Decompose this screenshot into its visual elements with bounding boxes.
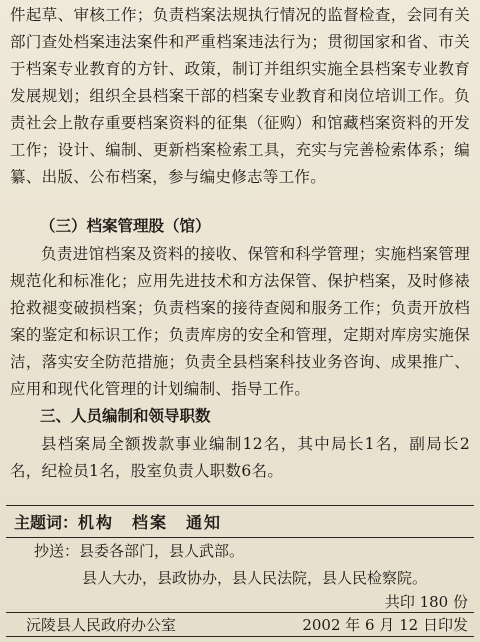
issue-date: 2002 年 6 月 12 日印发: [302, 616, 468, 634]
subject-words: [14, 510, 222, 533]
body-paragraph-1: 件起草、审核工作；负责档案法规执行情况的监督检查，会同有关部门查处档案违法案件和严重档案违法行为；贯彻国家和省、市关于档案专业教育的方针、政策，制订并组织实施全县档案专业教育发展规划；组织全县档案干部的档案专业教育和岗位培训工作。负责社会上散存重要档案资料的征集（征购）和馆藏档案资料的开发工作；设计、编制、更新档案检索工具，充实与完善检索体系；编纂、出版、公布档案，参与编史修志等工作。: [10, 6, 470, 186]
divider-top: [6, 505, 474, 506]
divider-bottom: [6, 636, 474, 637]
heading-archive-management: （三）档案管理股（馆）: [40, 216, 211, 235]
body-paragraph-3: 县档案局全额拨款事业编制12名，其中局长1名，副局长2名，纪检员1名，股室负责人职数6名。: [10, 435, 470, 480]
cc-label: 抄送：: [34, 542, 80, 560]
divider-subject: [6, 537, 474, 538]
divider-issuer: [6, 612, 474, 613]
subject-label: 主题词：: [14, 513, 79, 532]
cc-recipients-1: 县委各部门，县人武部。: [79, 542, 245, 560]
subject-values: 机构 档案 通知: [78, 513, 223, 532]
body-paragraph-2: 负责进馆档案及资料的接收、保管和科学管理；实施档案管理规范化和标准化；应用先进技术和方法保管、保护档案，及时修裱抢救褪变破损档案；负责档案的接待查阅和服务工作；负责开放档案的鉴定和标识工作；负责库房的安全和管理，定期对库房实施保洁，落实安全防范措施；负责全县档案科技业务咨询、成果推广、应用和现代化管理的计划编制、指导工作。: [10, 245, 470, 398]
cc-line-1: [34, 540, 244, 561]
issuing-office: 沅陵县人民政府办公室: [26, 616, 177, 634]
cc-line-2: 县人大办，县政协办，县人民法院，县人民检察院。: [82, 569, 428, 587]
print-count: 共印 180 份: [384, 593, 468, 611]
heading-staffing: 三、人员编制和领导职数: [40, 406, 211, 425]
